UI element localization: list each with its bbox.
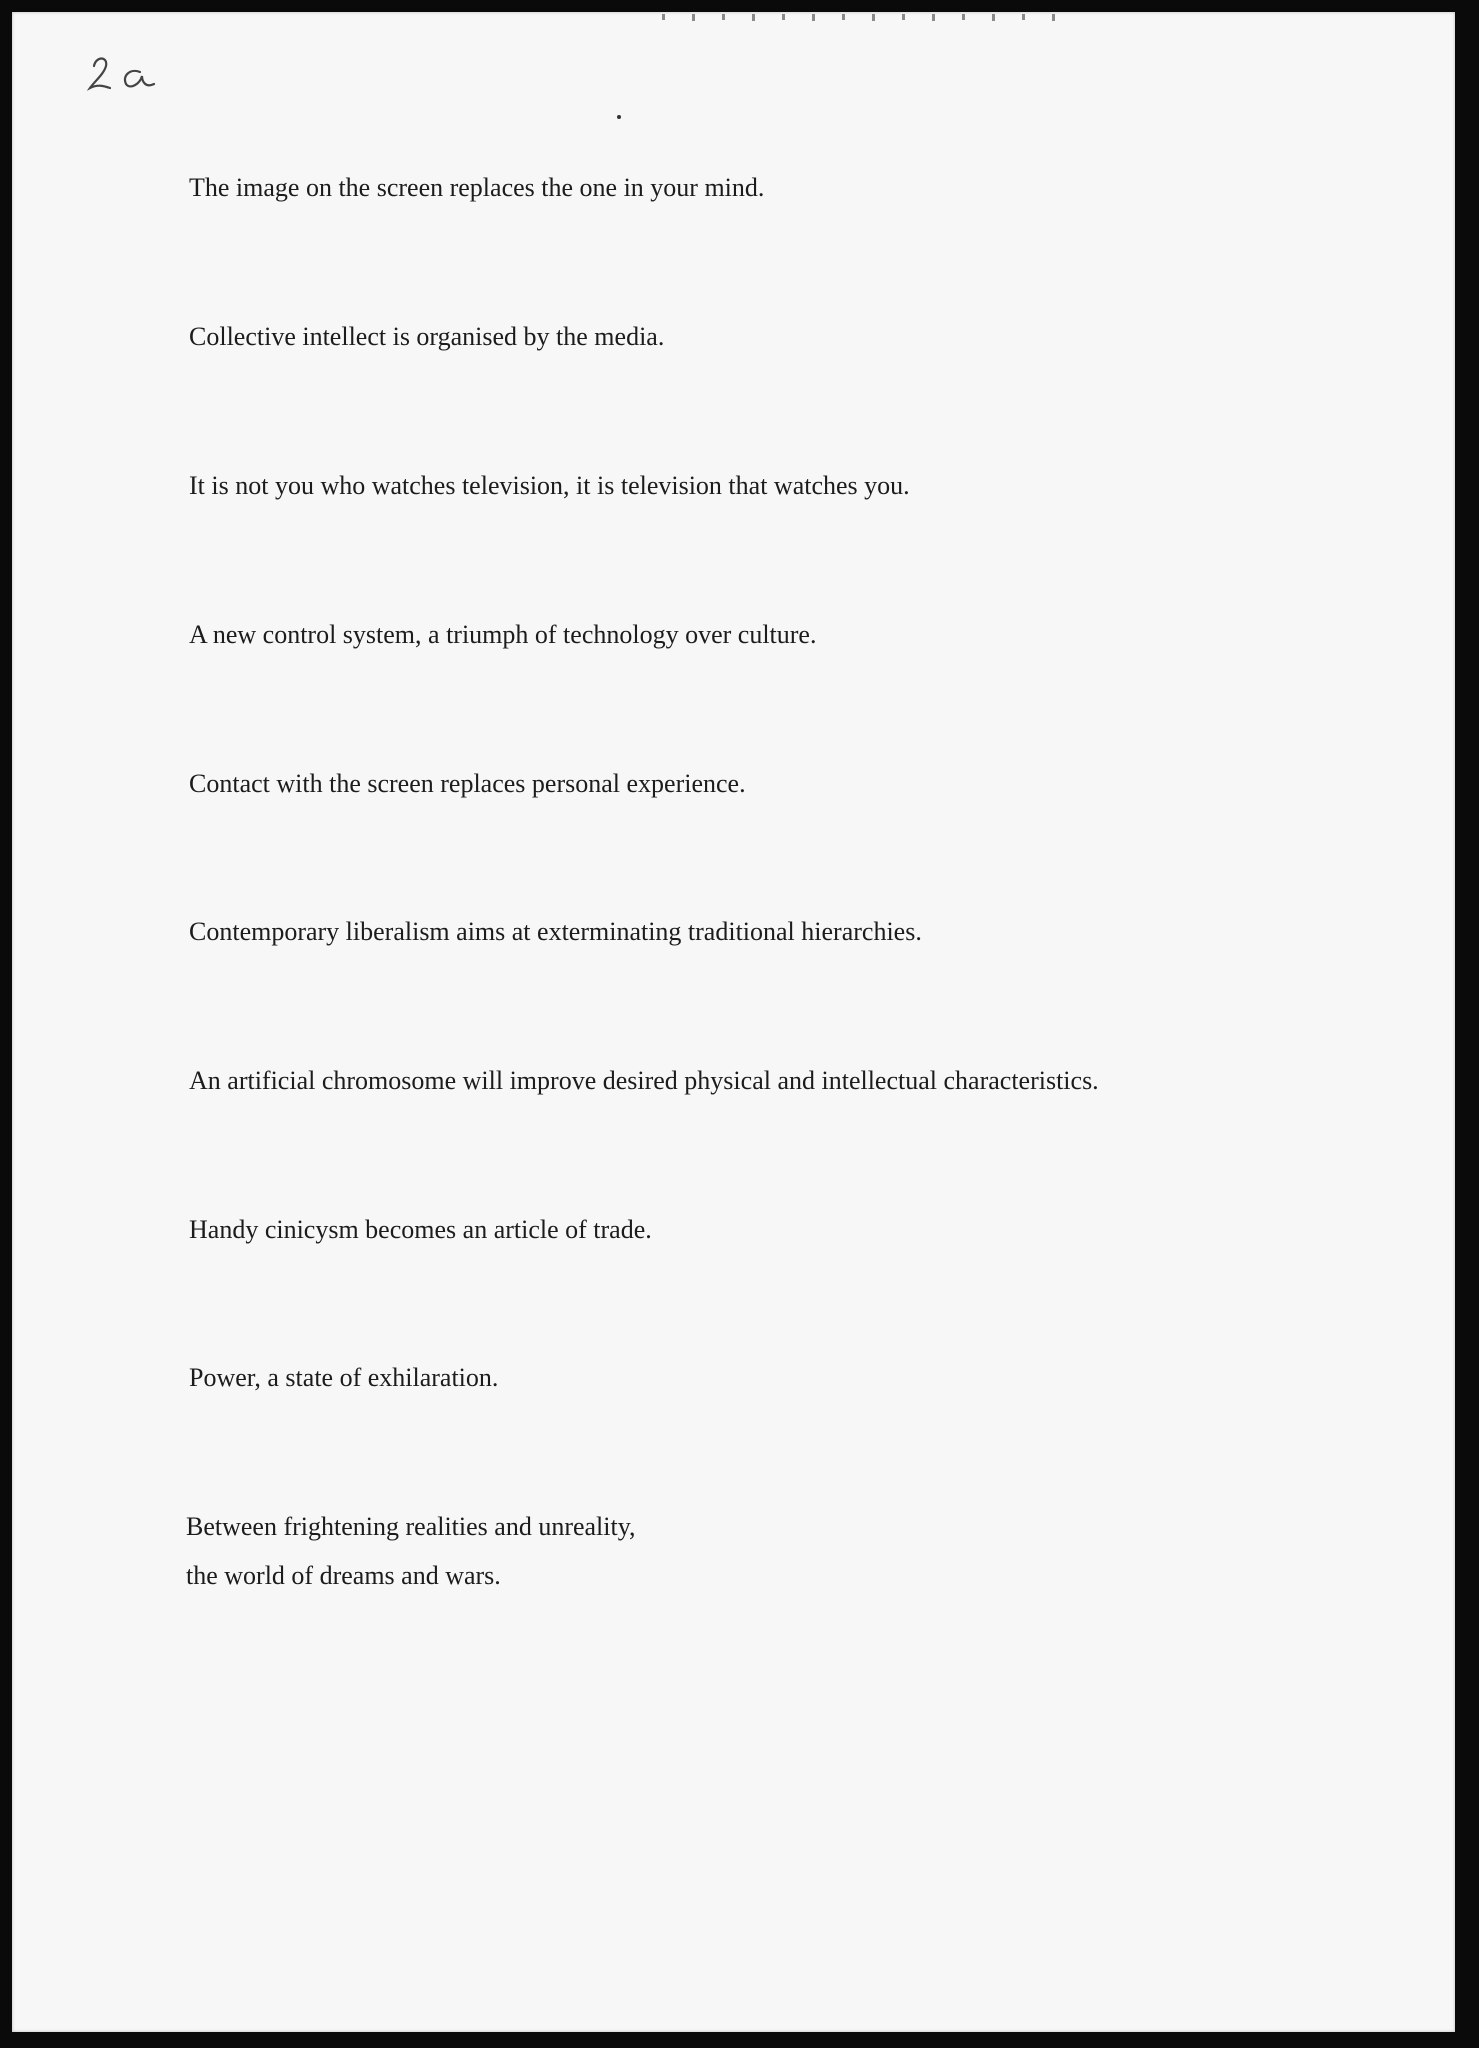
closing-statement-line-1: Between frightening realities and unreality, — [186, 1512, 636, 1541]
statement-4: A new control system, a triumph of technology over culture. — [189, 620, 817, 649]
closing-statement-line-2: the world of dreams and wars. — [186, 1561, 501, 1590]
statement-2: Collective intellect is organised by the media. — [189, 322, 665, 351]
handwritten-page-marker — [82, 44, 172, 104]
statement-8: Handy cinicysm becomes an article of trade. — [189, 1215, 652, 1244]
statement-6: Contemporary liberalism aims at exterminating traditional hierarchies. — [189, 917, 922, 946]
scan-artifact-specks — [662, 12, 1112, 26]
statement-1: The image on the screen replaces the one in your mind. — [189, 173, 765, 202]
statement-5: Contact with the screen replaces personal experience. — [189, 769, 746, 798]
statement-9: Power, a state of exhilaration. — [189, 1363, 499, 1392]
statement-7: An artificial chromosome will improve desired physical and intellectual characteristics. — [189, 1066, 1099, 1095]
statement-3: It is not you who watches television, it is television that watches you. — [189, 471, 910, 500]
stray-dot — [617, 115, 621, 119]
document-page — [12, 12, 1455, 2032]
